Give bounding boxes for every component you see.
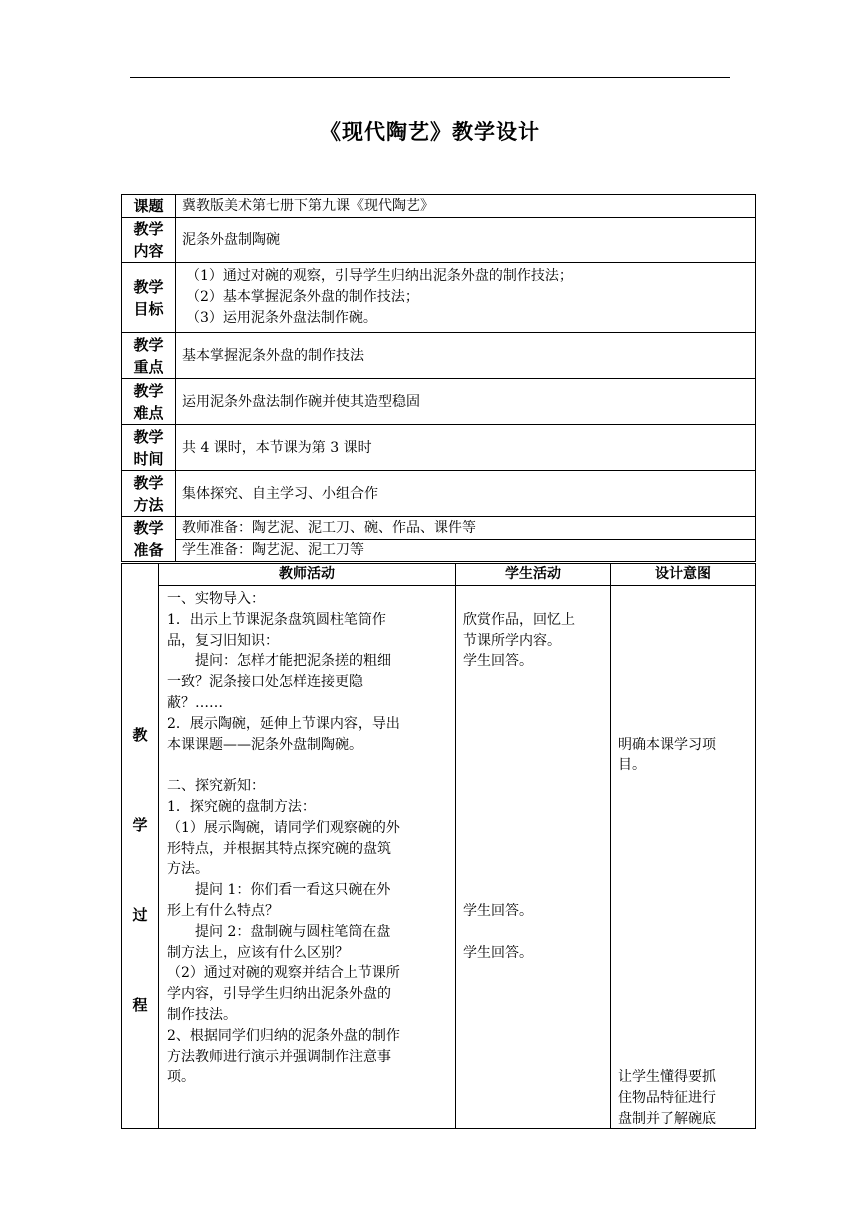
teacher-activity-line: 二、探究新知： — [167, 778, 265, 795]
info-value-line: 泥条外盘制陶碗 — [182, 232, 280, 248]
info-row-value — [176, 333, 756, 379]
info-label-text: 难点 — [133, 403, 164, 422]
info-label-text: 重点 — [133, 357, 164, 376]
teacher-activity-line: 制方法上，应该有什么区别？ — [167, 944, 349, 961]
stage-char: 教 — [132, 726, 148, 744]
stage-char: 学 — [132, 816, 148, 834]
info-label-text: 内容 — [133, 242, 164, 260]
teacher-activity-line: 方法教师进行演示并强调制作注意事 — [167, 1048, 391, 1065]
stage-char: 过 — [132, 906, 148, 924]
teacher-activity-line: 品，复习旧知识： — [167, 632, 279, 649]
design-intent-note: 住物品特征进行 — [618, 1090, 716, 1107]
info-value-line: 运用泥条外盘法制作碗并使其造型稳固 — [182, 393, 420, 410]
info-row-label — [122, 195, 176, 218]
design-intent-note: 明确本课学习项 — [618, 736, 716, 753]
teacher-activity-line: 学内容，引导学生归纳出泥条外盘的 — [167, 986, 391, 1003]
info-row-label — [122, 379, 176, 425]
info-row — [122, 195, 756, 218]
teacher-activity-line: 1．探究碗的盘制方法： — [167, 799, 316, 815]
student-activity-note: 欣赏作品，回忆上 — [463, 611, 575, 628]
design-intent-header: 设计意图 — [611, 564, 756, 586]
info-row — [122, 425, 756, 471]
info-row-label — [122, 263, 176, 333]
info-row-value — [176, 425, 756, 471]
info-row-label — [122, 333, 176, 379]
info-row — [122, 517, 756, 562]
teacher-activity-line: 形上有什么特点？ — [167, 903, 279, 919]
teacher-activity-header: 教师活动 — [159, 564, 456, 586]
teacher-activity-cell — [159, 586, 456, 1129]
student-activity-note: 学生回答。 — [463, 903, 533, 919]
info-label-text: 教学 — [133, 381, 164, 400]
design-intent-note: 目。 — [618, 757, 646, 774]
design-intent-note: 让学生懂得要抓 — [618, 1069, 716, 1086]
teacher-activity-line: 项。 — [167, 1069, 195, 1086]
teacher-activity-line: 提问：怎样才能把泥条搓的粗细 — [167, 653, 391, 670]
info-value-line: 基本掌握泥条外盘的制作技法 — [182, 347, 364, 364]
info-row-value — [176, 517, 756, 562]
info-label-text: 准备 — [133, 541, 164, 559]
info-value-line: 共 4 课时，本节课为第 3 课时 — [182, 439, 372, 456]
info-row-value — [176, 471, 756, 517]
lesson-info-table — [121, 194, 756, 562]
info-row-label — [122, 517, 176, 562]
info-row-value — [176, 263, 756, 333]
teacher-activity-line: 提问 1：你们看一看这只碗在外 — [167, 882, 391, 899]
info-value-line: 学生准备：陶艺泥、泥工刀等 — [182, 541, 364, 558]
info-label-text: 目标 — [133, 299, 164, 318]
teacher-activity-line: 1．出示上节课泥条盘筑圆柱笔筒作 — [167, 611, 386, 628]
info-label-text: 方法 — [133, 495, 164, 514]
teacher-activity-line: 制作技法。 — [167, 1007, 237, 1023]
student-activity-header: 学生活动 — [456, 564, 611, 586]
info-value-line: 教师准备：陶艺泥、泥工刀、碗、作品、课件等 — [176, 518, 755, 540]
student-activity-note: 学生回答。 — [463, 653, 533, 670]
info-row-label — [122, 218, 176, 263]
info-label-text: 时间 — [133, 449, 164, 468]
teaching-process-table — [121, 563, 756, 1129]
info-label-text: 教学 — [133, 427, 164, 446]
info-row-value — [176, 218, 756, 263]
info-label-text: 教学 — [133, 277, 164, 296]
info-label-text: 教学 — [133, 220, 164, 238]
info-row — [122, 263, 756, 333]
design-intent-note: 盘制并了解碗底 — [618, 1111, 716, 1127]
teacher-activity-line: 方法。 — [167, 861, 209, 878]
info-label-text: 教学 — [133, 473, 164, 492]
info-row — [122, 379, 756, 425]
student-activity-note: 节课所学内容。 — [463, 632, 561, 649]
teacher-activity-line: 形特点，并根据其特点探究碗的盘筑 — [167, 840, 391, 857]
info-row-label — [122, 471, 176, 517]
student-activity-cell — [456, 586, 611, 1129]
info-label-text: 教学 — [133, 335, 164, 354]
info-row-label — [122, 425, 176, 471]
info-value-line: （3）运用泥条外盘法制作碗。 — [186, 310, 377, 326]
info-row-value — [176, 195, 756, 218]
document-title: 《现代陶艺》教学设计 — [320, 120, 540, 144]
info-row-value — [176, 379, 756, 425]
teacher-activity-line: 一、实物导入： — [167, 591, 265, 607]
teacher-activity-line: （2）通过对碗的观察并结合上节课所 — [167, 965, 400, 982]
stage-char: 程 — [132, 996, 148, 1014]
teacher-activity-line: 2、根据同学们归纳的泥条外盘的制作 — [167, 1027, 400, 1044]
info-label-text: 课题 — [133, 197, 164, 215]
teacher-activity-line: 本课课题——泥条外盘制陶碗。 — [167, 736, 363, 753]
header-rule — [130, 77, 730, 78]
teacher-activity-line: （1）展示陶碗，请同学们观察碗的外 — [167, 819, 400, 836]
teacher-activity-line: 2．展示陶碗，延伸上节课内容，导出 — [167, 715, 400, 732]
student-activity-note: 学生回答。 — [463, 944, 533, 961]
info-row — [122, 218, 756, 263]
info-value-line: 集体探究、自主学习、小组合作 — [182, 485, 378, 502]
info-value-line: （1）通过对碗的观察，引导学生归纳出泥条外盘的制作技法； — [186, 268, 573, 284]
teacher-activity-line: 蔽？…… — [167, 695, 223, 711]
info-value-line: （2）基本掌握泥条外盘的制作技法； — [186, 289, 419, 305]
info-row — [122, 333, 756, 379]
info-label-text: 教学 — [133, 519, 164, 537]
teacher-activity-line: 提问 2：盘制碗与圆柱笔筒在盘 — [167, 923, 391, 940]
design-intent-cell — [611, 586, 756, 1129]
info-row — [122, 471, 756, 517]
teacher-activity-line: 一致？泥条接口处怎样连接更隐 — [167, 674, 363, 691]
info-value-line: 冀教版美术第七册下第九课《现代陶艺》 — [182, 198, 434, 214]
process-stage-label — [122, 564, 159, 1129]
